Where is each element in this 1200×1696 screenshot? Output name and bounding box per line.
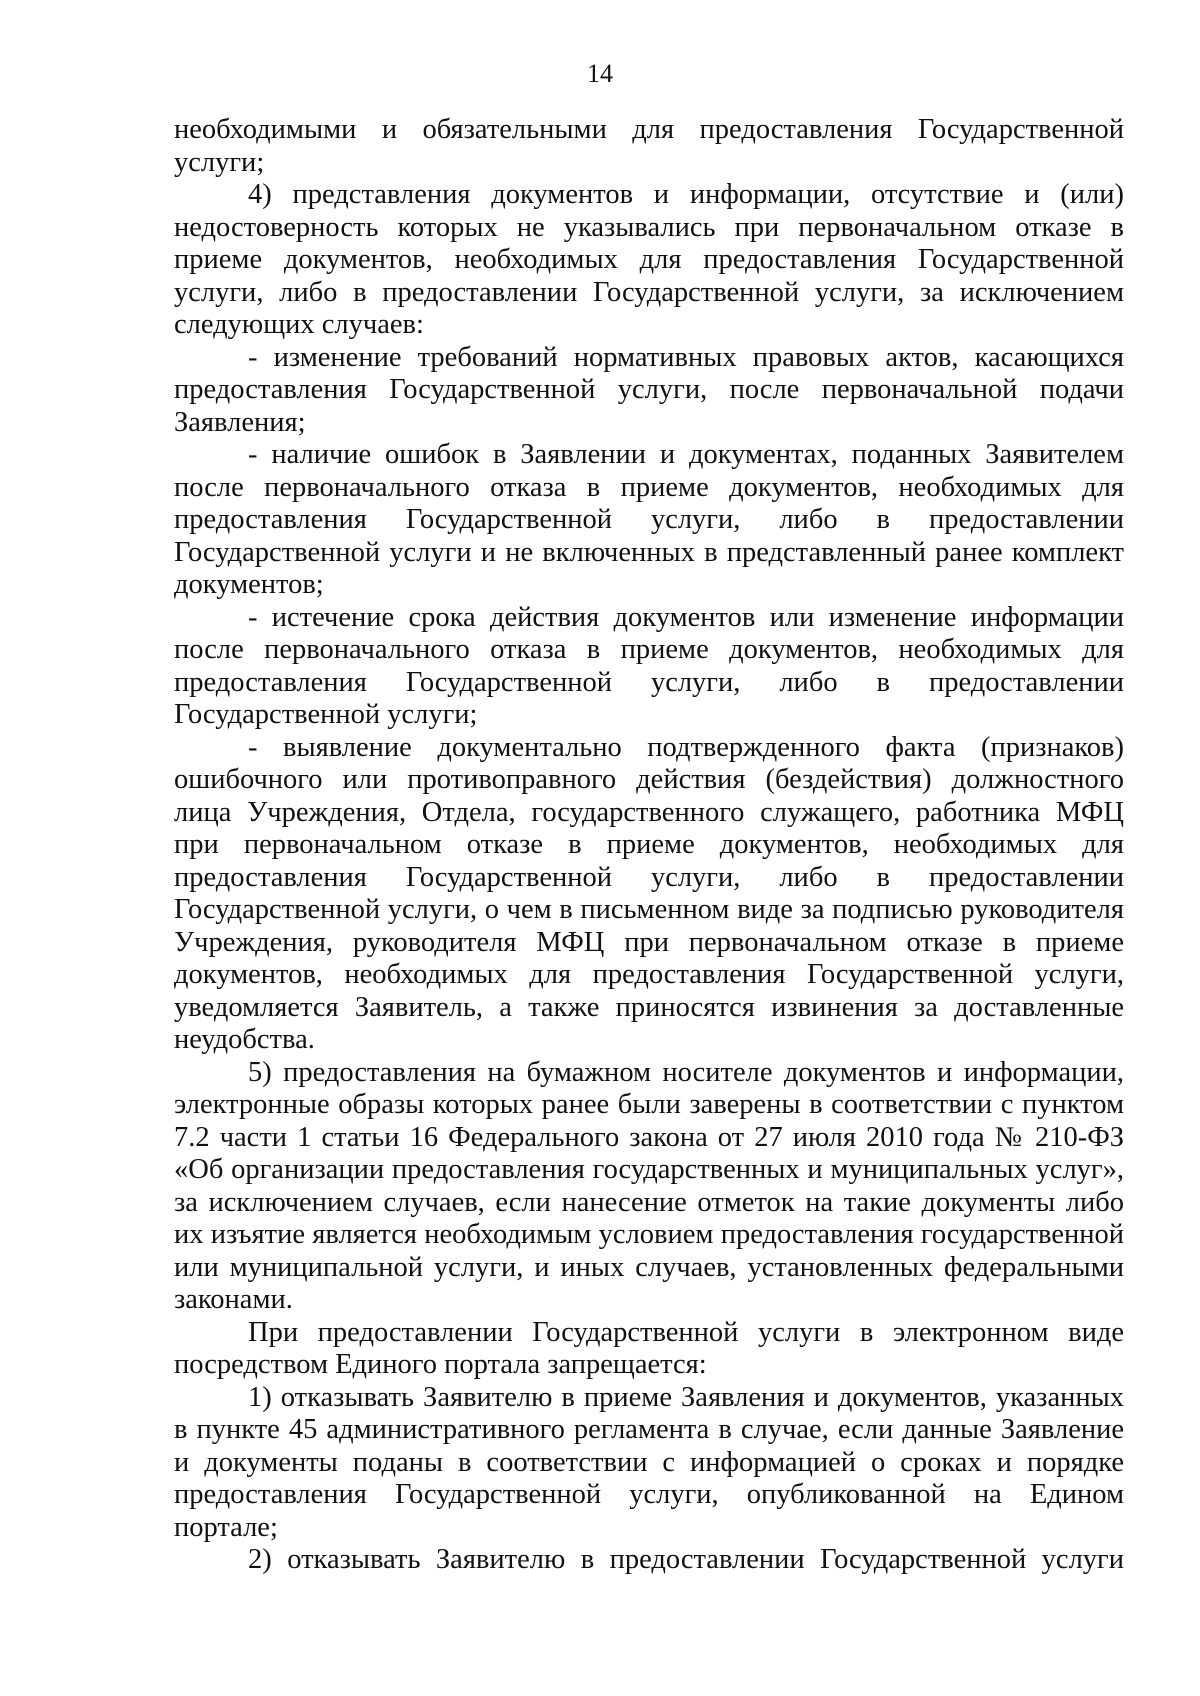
paragraph-case-misconduct: - выявление документально подтвержденного факта (признаков) ошибочного или противоправного действия (бездействия) должностного лица Учреждения, Отдела, государственного служащего, работника МФЦ при первоначальном отказе в приеме документов, необходимых для предоставления Государственной услуги, либо в предоставлении Государственной услуги, о чем в письменном виде за подписью руководителя Учреждения, руководителя МФЦ при первоначальном отказе в приеме документов, необходимых для предоставления Государственной услуги, уведомляется Заявитель, а также приносятся извинения за доставленные неудобства.	[174, 731, 1124, 1055]
paragraph-item-5: 5) предоставления на бумажном носителе документов и информации, электронные образы которых ранее были заверены в соответствии с пунктом 7.2 части 1 статьи 16 Федерального закона от 27 июля 2010 года № 210-ФЗ «Об организации предоставления государственных и муниципальных услуг», за исключением случаев, если нанесение отметок на такие документы либо их изъятие является необходимым условием предоставления государственной или муниципальной услуги, и иных случаев, установленных федеральными законами.	[174, 1056, 1124, 1315]
paragraph-prohibition-1: 1) отказывать Заявителю в приеме Заявления и документов, указанных в пункте 45 административного регламента в случае, если данные Заявление и документы поданы в соответствии с информацией о сроках и порядке предоставления Государственной услуги, опубликованной на Едином портале;	[174, 1381, 1124, 1543]
document-body	[174, 114, 1124, 1577]
paragraph-case-requirements-change: - изменение требований нормативных правовых актов, касающихся предоставления Государственной услуги, после первоначальной подачи Заявления;	[174, 341, 1124, 438]
paragraph-prohibition-2: 2) отказывать Заявителю в предоставлении Государственной услуги	[248, 1544, 1124, 1575]
paragraph-continuation: необходимыми и обязательными для предоставления Государственной услуги;	[174, 114, 1124, 178]
page-number: 14	[587, 59, 613, 88]
paragraph-portal-prohibitions: При предоставлении Государственной услуги в электронном виде посредством Единого портала запрещается:	[174, 1316, 1124, 1380]
paragraph-item-4: 4) представления документов и информации, отсутствие и (или) недостоверность которых не указывались при первоначальном отказе в приеме документов, необходимых для предоставления Государственной услуги, либо в предоставлении Государственной услуги, за исключением следующих случаев:	[174, 179, 1124, 340]
paragraph-case-errors: - наличие ошибок в Заявлении и документах, поданных Заявителем после первоначального отказа в приеме документов, необходимых для предоставления Государственной услуги, либо в предоставлении Государственной услуги и не включенных в представленный ранее комплект документов;	[174, 439, 1124, 600]
paragraph-case-expiry: - истечение срока действия документов или изменение информации после первоначального отказа в приеме документов, необходимых для предоставления Государственной услуги, либо в предоставлении Государственной услуги;	[174, 601, 1124, 730]
